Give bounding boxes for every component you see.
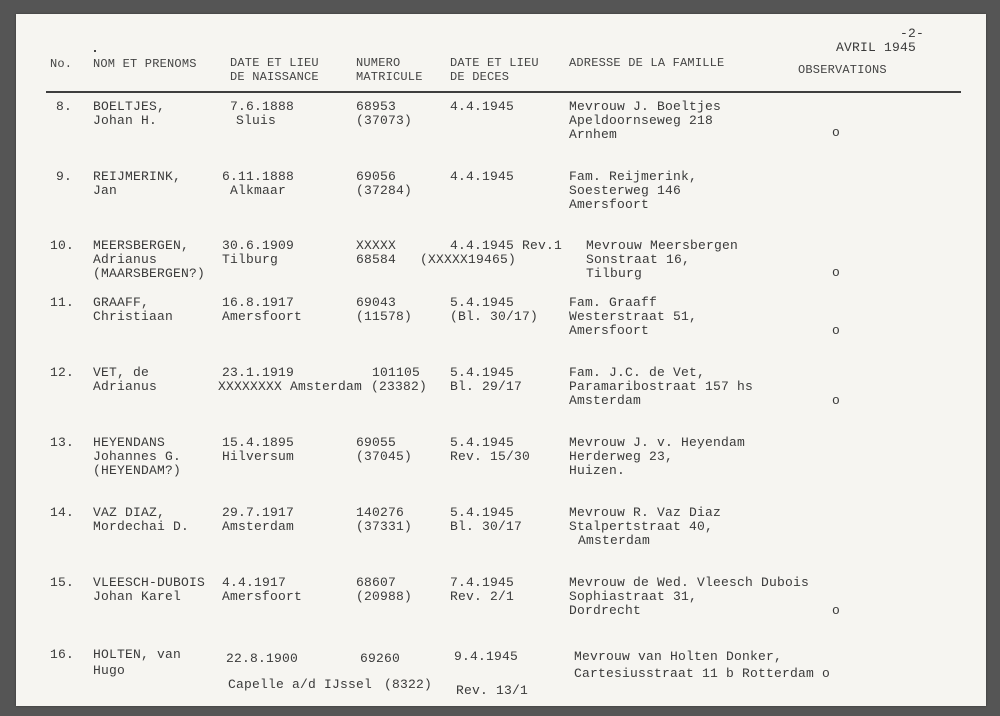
row-given-name: Johan H. (93, 113, 158, 128)
row-birth-date: 7.6.1888 (230, 99, 295, 114)
row-birth-date: 4.4.1917 (222, 575, 287, 590)
header-birth-line2: DE NAISSANCE (230, 70, 319, 84)
row-death-date: 4.4.1945 Rev.1 (450, 238, 563, 253)
row-given-name: Johan Karel (93, 589, 182, 604)
header-death-line1: DATE ET LIEU (450, 56, 539, 70)
header-death-line2: DE DECES (450, 70, 510, 84)
header-address: ADRESSE DE LA FAMILLE (569, 56, 725, 70)
row-number: 14. (50, 505, 75, 520)
header-matricule-line1: NUMERO (356, 56, 401, 70)
row-surname: MEERSBERGEN, (93, 238, 190, 253)
row-number-secondary: (37284) (356, 183, 413, 198)
row-address-line3: Huizen. (569, 463, 626, 478)
row-address-line1: Fam. Graaff (569, 295, 658, 310)
row-number: 16. (50, 647, 75, 662)
row-address-line3: Amersfoort (569, 197, 650, 212)
row-address-line3: Amsterdam (578, 533, 651, 548)
row-address-line1: Fam. Reijmerink, (569, 169, 698, 184)
row-number: 8. (56, 99, 73, 114)
row-number-matricule: 101105 (372, 365, 421, 380)
row-death-note: Rev. 15/30 (450, 449, 531, 464)
row-given-name: Mordechai D. (93, 519, 190, 534)
row-birth-place: Amsterdam (222, 519, 295, 534)
row-address-line2: Paramaribostraat 157 hs (569, 379, 754, 394)
row-surname: GRAAFF, (93, 295, 150, 310)
row-address-line3: Tilburg (586, 266, 643, 281)
row-surname: VAZ DIAZ, (93, 505, 166, 520)
row-given-name: Adrianus (93, 379, 158, 394)
row-name-variant: (HEYENDAM?) (93, 463, 182, 478)
row-surname: VET, de (93, 365, 150, 380)
row-observation-mark: o (832, 125, 841, 140)
row-address-line2: Cartesiusstraat 11 b Rotterdam o (574, 666, 831, 681)
row-birth-place: Tilburg (222, 252, 279, 267)
row-birth-place: XXXXXXXX Amsterdam (218, 379, 363, 394)
row-number-matricule: 68607 (356, 575, 397, 590)
row-number-matricule: 69043 (356, 295, 397, 310)
row-address-line3: Amsterdam (569, 393, 642, 408)
row-death-note: Rev. 13/1 (456, 683, 529, 698)
row-birth-place: Sluis (236, 113, 277, 128)
row-death-note: Bl. 30/17 (450, 519, 523, 534)
row-given-name: Hugo (93, 663, 126, 678)
row-birth-date: 22.8.1900 (226, 651, 299, 666)
header-no: No. (50, 57, 73, 71)
row-address-line1: Fam. J.C. de Vet, (569, 365, 706, 380)
row-surname: BOELTJES, (93, 99, 166, 114)
row-death-date: 5.4.1945 (450, 505, 515, 520)
row-address-line1: Mevrouw R. Vaz Diaz (569, 505, 722, 520)
row-death-date: 5.4.1945 (450, 295, 515, 310)
row-address-line1: Mevrouw J. Boeltjes (569, 99, 722, 114)
row-death-note: Bl. 29/17 (450, 379, 523, 394)
row-address-line2: Stalpertstraat 40, (569, 519, 714, 534)
row-given-name: Johannes G. (93, 449, 182, 464)
row-number-secondary: (8322) (384, 677, 433, 692)
row-number-secondary: (37331) (356, 519, 413, 534)
row-address-line2: Sonstraat 16, (586, 252, 691, 267)
row-birth-place: Hilversum (222, 449, 295, 464)
row-number-secondary: (37073) (356, 113, 413, 128)
row-given-name: Jan (93, 183, 118, 198)
row-address-line2: Herderweg 23, (569, 449, 674, 464)
header-birth-line1: DATE ET LIEU (230, 56, 319, 70)
row-birth-date: 23.1.1919 (222, 365, 295, 380)
row-address-line3: Arnhem (569, 127, 618, 142)
row-surname: HEYENDANS (93, 435, 166, 450)
row-address-line1: Mevrouw J. v. Heyendam (569, 435, 746, 450)
row-number-matricule: 69055 (356, 435, 397, 450)
row-observation-mark: o (832, 265, 841, 280)
row-death-date: 5.4.1945 (450, 435, 515, 450)
row-address-line3: Amersfoort (569, 323, 650, 338)
row-birth-place: Amersfoort (222, 589, 303, 604)
row-number-matricule: 68584 (356, 252, 397, 267)
row-death-note: (Bl. 30/17) (450, 309, 539, 324)
row-address-line2: Apeldoornseweg 218 (569, 113, 714, 128)
row-number-secondary: (20988) (356, 589, 413, 604)
row-death-date: 7.4.1945 (450, 575, 515, 590)
pen-mark (94, 50, 96, 52)
header-name: NOM ET PRENOMS (93, 57, 197, 71)
row-observation-mark: o (832, 323, 841, 338)
header-matricule-line2: MATRICULE (356, 70, 423, 84)
row-number: 15. (50, 575, 75, 590)
header-rule (46, 91, 961, 93)
row-death-note: Rev. 2/1 (450, 589, 515, 604)
row-number: 10. (50, 238, 75, 253)
row-address-line2: Soesterweg 146 (569, 183, 682, 198)
row-birth-date: 6.11.1888 (222, 169, 295, 184)
page-number: -2- (900, 26, 925, 41)
row-number-matricule: 69260 (360, 651, 401, 666)
header-observations: OBSERVATIONS (798, 63, 887, 77)
row-number: 12. (50, 365, 75, 380)
row-number: 11. (50, 295, 75, 310)
row-address-line1: Mevrouw van Holten Donker, (574, 649, 783, 664)
row-surname: VLEESCH-DUBOIS (93, 575, 206, 590)
row-birth-date: 29.7.1917 (222, 505, 295, 520)
row-birth-place: Amersfoort (222, 309, 303, 324)
row-death-date: 4.4.1945 (450, 169, 515, 184)
row-given-name: Adrianus (93, 252, 158, 267)
row-number-secondary: (37045) (356, 449, 413, 464)
row-birth-date: 16.8.1917 (222, 295, 295, 310)
row-address-line1: Mevrouw de Wed. Vleesch Dubois (569, 575, 810, 590)
row-address-line2: Sophiastraat 31, (569, 589, 698, 604)
document-page (16, 14, 986, 706)
row-name-variant: (MAARSBERGEN?) (93, 266, 206, 281)
row-observation-mark: o (832, 393, 841, 408)
row-birth-date: 30.6.1909 (222, 238, 295, 253)
row-number-struck: XXXXX (356, 238, 397, 253)
row-address-line1: Mevrouw Meersbergen (586, 238, 739, 253)
row-death-note: (XXXXX19465) (420, 252, 517, 267)
row-death-date: 4.4.1945 (450, 99, 515, 114)
row-number-matricule: 140276 (356, 505, 405, 520)
row-death-date: 9.4.1945 (454, 649, 519, 664)
row-number-secondary: (11578) (356, 309, 413, 324)
row-given-name: Christiaan (93, 309, 174, 324)
row-number-matricule: 69056 (356, 169, 397, 184)
month-year: AVRIL 1945 (836, 40, 917, 55)
row-address-line3: Dordrecht (569, 603, 642, 618)
row-address-line2: Westerstraat 51, (569, 309, 698, 324)
row-surname: REIJMERINK, (93, 169, 182, 184)
row-number: 9. (56, 169, 73, 184)
row-number-matricule: 68953 (356, 99, 397, 114)
row-surname: HOLTEN, van (93, 647, 182, 662)
row-birth-place: Alkmaar (230, 183, 287, 198)
row-birth-place: Capelle a/d IJssel (228, 677, 373, 692)
row-number: 13. (50, 435, 75, 450)
row-death-date: 5.4.1945 (450, 365, 515, 380)
row-number-secondary: (23382) (371, 379, 428, 394)
row-birth-date: 15.4.1895 (222, 435, 295, 450)
row-observation-mark: o (832, 603, 841, 618)
